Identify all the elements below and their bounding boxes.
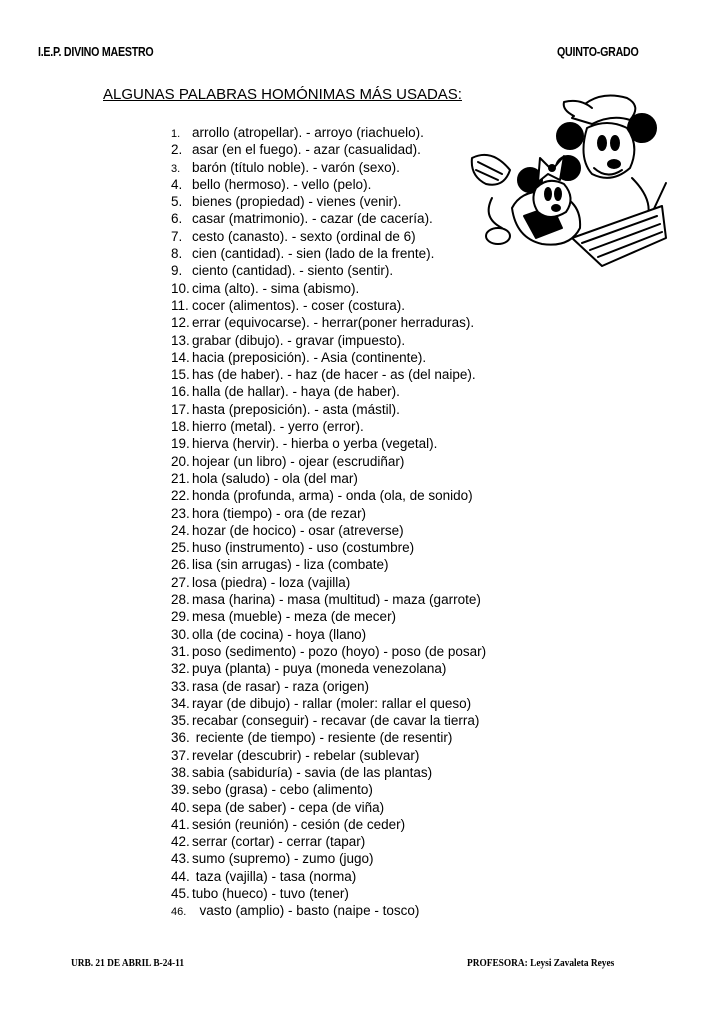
item-text: casar (matrimonio). - cazar (de cacería). xyxy=(192,211,433,227)
item-number: 40. xyxy=(171,799,190,815)
school-name: I.E.P. DIVINO MAESTRO xyxy=(38,44,154,59)
item-number: 4. xyxy=(171,176,183,192)
list-item xyxy=(171,764,486,781)
list-item xyxy=(171,505,486,522)
item-text: hierva (hervir). - hierba o yerba (vegetal). xyxy=(192,436,438,452)
item-number: 13. xyxy=(171,332,190,348)
item-text: ciento (cantidad). - siento (sentir). xyxy=(192,263,394,279)
list-item xyxy=(171,556,486,573)
list-item xyxy=(171,418,486,435)
item-text: mesa (mueble) - meza (de mecer) xyxy=(192,609,397,625)
item-number: 15. xyxy=(171,367,190,383)
list-item xyxy=(171,262,486,279)
item-text: losa (piedra) - loza (vajilla) xyxy=(192,574,351,590)
item-number: 21. xyxy=(171,470,190,486)
item-text: bienes (propiedad) - vienes (venir). xyxy=(192,194,402,210)
item-text: hierro (metal). - yerro (error). xyxy=(192,419,364,435)
list-item xyxy=(171,228,486,245)
item-number: 23. xyxy=(171,505,190,521)
item-text: sepa (de saber) - cepa (de viña) xyxy=(192,799,385,815)
list-item xyxy=(171,833,486,850)
item-text: barón (título noble). - varón (sexo). xyxy=(192,159,400,175)
school-address: URB. 21 DE ABRIL B-24-11 xyxy=(71,957,185,969)
item-text: cesto (canasto). - sexto (ordinal de 6) xyxy=(192,228,416,244)
item-number: 10. xyxy=(171,280,190,296)
item-number: 1. xyxy=(171,128,181,140)
list-item xyxy=(171,401,486,418)
list-item xyxy=(171,349,486,366)
item-number: 3. xyxy=(171,162,181,175)
page-title: ALGUNAS PALABRAS HOMÓNIMAS MÁS USADAS: xyxy=(103,86,462,103)
list-item xyxy=(171,695,486,712)
list-item xyxy=(171,176,486,193)
item-number: 38. xyxy=(171,764,190,780)
list-item xyxy=(171,678,486,695)
homonym-list xyxy=(171,124,486,920)
item-text: asar (en el fuego). - azar (casualidad). xyxy=(192,142,421,158)
item-number: 34. xyxy=(171,695,190,711)
item-number: 27. xyxy=(171,574,190,590)
item-number: 11. xyxy=(171,297,189,313)
item-text: sabia (sabiduría) - savia (de las plantas) xyxy=(192,764,433,780)
list-item xyxy=(171,522,486,539)
list-item xyxy=(171,885,486,902)
item-text: sumo (supremo) - zumo (jugo) xyxy=(192,851,374,867)
item-text: hola (saludo) - ola (del mar) xyxy=(192,470,358,486)
item-number: 29. xyxy=(171,609,190,625)
item-text: lisa (sin arrugas) - liza (combate) xyxy=(192,557,389,573)
list-item xyxy=(171,159,486,176)
list-item xyxy=(171,816,486,833)
item-text: sesión (reunión) - cesión (de ceder) xyxy=(192,816,406,832)
list-item xyxy=(171,660,486,677)
item-text: cima (alto). - sima (abismo). xyxy=(192,280,360,296)
teacher-name: PROFESORA: Leysi Zavaleta Reyes xyxy=(467,957,615,969)
list-item xyxy=(171,245,486,262)
item-text: revelar (descubrir) - rebelar (sublevar) xyxy=(192,747,420,763)
list-item xyxy=(171,470,486,487)
list-item xyxy=(171,850,486,867)
item-text: rayar (de dibujo) - rallar (moler: rallar el queso) xyxy=(192,695,472,711)
item-text: poso (sedimento) - pozo (hoyo) - poso (de posar) xyxy=(192,643,487,659)
list-item xyxy=(171,608,486,625)
item-number: 45. xyxy=(171,886,190,902)
item-number: 24. xyxy=(171,522,190,538)
list-item xyxy=(171,314,486,331)
item-text: has (de haber). - haz (de hacer - as (del naipe). xyxy=(192,367,476,383)
item-text: hozar (de hocico) - osar (atreverse) xyxy=(192,522,404,538)
item-text: honda (profunda, arma) - onda (ola, de sonido) xyxy=(192,488,473,504)
item-text: serrar (cortar) - cerrar (tapar) xyxy=(192,834,366,850)
item-number: 9. xyxy=(171,263,183,279)
item-text: tubo (hueco) - tuvo (tener) xyxy=(192,886,349,902)
item-number: 17. xyxy=(171,401,190,417)
item-text: rasa (de rasar) - raza (origen) xyxy=(192,678,370,694)
item-number: 20. xyxy=(171,453,190,469)
list-item xyxy=(171,781,486,798)
item-number: 37. xyxy=(171,747,190,763)
item-number: 16. xyxy=(171,384,190,400)
list-item xyxy=(171,902,486,919)
item-number: 42. xyxy=(171,834,190,850)
item-number: 5. xyxy=(171,194,183,210)
item-number: 41. xyxy=(171,816,190,832)
item-number: 46. xyxy=(171,906,187,919)
list-item xyxy=(171,747,486,764)
item-number: 33. xyxy=(171,678,190,694)
item-number: 30. xyxy=(171,626,190,642)
list-item xyxy=(171,366,486,383)
item-text: sebo (grasa) - cebo (alimento) xyxy=(192,782,373,798)
item-number: 19. xyxy=(171,436,190,452)
item-text: taza (vajilla) - tasa (norma) xyxy=(192,868,357,884)
item-number: 36. xyxy=(171,730,190,746)
list-item xyxy=(171,729,486,746)
item-number: 22. xyxy=(171,488,190,504)
item-text: hasta (preposición). - asta (mástil). xyxy=(192,401,400,417)
item-text: arrollo (atropellar). - arroyo (riachuelo). xyxy=(192,125,424,140)
list-item xyxy=(171,539,486,556)
list-item xyxy=(171,799,486,816)
item-text: hojear (un libro) - ojear (escrudiñar) xyxy=(192,453,405,469)
item-number: 26. xyxy=(171,557,190,573)
item-text: errar (equivocarse). - herrar(poner herraduras). xyxy=(192,315,475,331)
list-item xyxy=(171,574,486,591)
item-number: 6. xyxy=(171,211,183,227)
list-item xyxy=(171,712,486,729)
list-item xyxy=(171,435,486,452)
item-text: olla (de cocina) - hoya (llano) xyxy=(192,626,367,642)
item-text: reciente (de tiempo) - resiente (de resentir) xyxy=(192,730,453,746)
list-item xyxy=(171,626,486,643)
item-text: hacia (preposición). - Asia (continente). xyxy=(192,349,427,365)
item-text: hora (tiempo) - ora (de rezar) xyxy=(192,505,367,521)
item-number: 2. xyxy=(171,142,183,158)
list-item xyxy=(171,868,486,885)
list-item xyxy=(171,383,486,400)
list-item xyxy=(171,297,486,314)
list-item xyxy=(171,453,486,470)
list-item xyxy=(171,487,486,504)
item-text: vasto (amplio) - basto (naipe - tosco) xyxy=(192,903,420,919)
item-number: 35. xyxy=(171,713,190,729)
list-item xyxy=(171,193,486,210)
item-number: 43. xyxy=(171,851,190,867)
list-item xyxy=(171,141,486,158)
list-item xyxy=(171,332,486,349)
item-number: 44. xyxy=(171,868,190,884)
item-number: 14. xyxy=(171,349,190,365)
item-text: bello (hermoso). - vello (pelo). xyxy=(192,176,372,192)
item-number: 7. xyxy=(171,228,183,244)
item-text: huso (instrumento) - uso (costumbre) xyxy=(192,540,415,556)
cartoon-illustration xyxy=(452,88,672,278)
item-number: 28. xyxy=(171,592,190,608)
grade-label: QUINTO-GRADO xyxy=(557,44,639,59)
item-text: cien (cantidad). - sien (lado de la frente). xyxy=(192,246,435,262)
item-number: 8. xyxy=(171,246,183,262)
item-text: halla (de hallar). - haya (de haber). xyxy=(192,384,400,400)
item-text: masa (harina) - masa (multitud) - maza (garrote) xyxy=(192,592,481,608)
item-text: recabar (conseguir) - recavar (de cavar la tierra) xyxy=(192,713,480,729)
list-item xyxy=(171,643,486,660)
list-item xyxy=(171,591,486,608)
item-number: 18. xyxy=(171,419,190,435)
item-text: grabar (dibujo). - gravar (impuesto). xyxy=(192,332,406,348)
item-number: 31. xyxy=(171,643,190,659)
item-text: puya (planta) - puya (moneda venezolana) xyxy=(192,661,447,677)
item-text: cocer (alimentos). - coser (costura). xyxy=(192,297,406,313)
item-number: 39. xyxy=(171,782,190,798)
list-item xyxy=(171,210,486,227)
item-number: 25. xyxy=(171,540,190,556)
item-number: 32. xyxy=(171,661,190,677)
list-item xyxy=(171,280,486,297)
list-item xyxy=(171,124,486,141)
item-number: 12. xyxy=(171,315,190,331)
